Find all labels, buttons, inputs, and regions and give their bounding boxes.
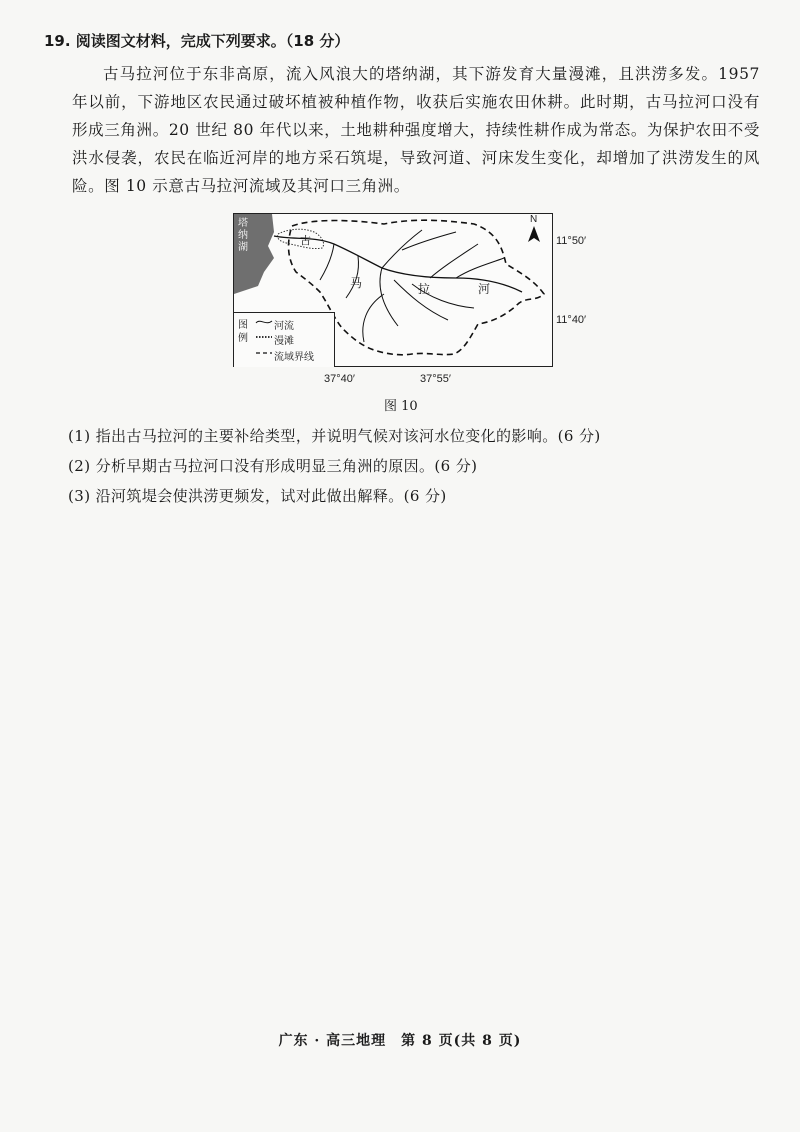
river-label-char: 马 <box>350 276 363 290</box>
tributary <box>382 230 422 268</box>
lon-label: 37°40′ <box>324 373 355 385</box>
legend-item-floodplain: 漫滩 <box>274 336 294 347</box>
map-legend <box>234 312 335 367</box>
page-footer: 广东 · 高三地理 第 8 页(共 8 页) <box>278 1033 522 1049</box>
north-label: N <box>530 214 538 225</box>
sub-question-2: (2) 分析早期古马拉河口没有形成明显三角洲的原因。(6 分) <box>68 457 478 475</box>
tributary <box>456 258 504 278</box>
river-label-char: 拉 <box>418 282 431 296</box>
river-basin-map <box>233 213 553 367</box>
tributary <box>430 244 478 278</box>
question-title: 19. 阅读图文材料，完成下列要求。（18 分） <box>44 32 350 50</box>
river-label-char: 河 <box>478 282 491 296</box>
river-label-char: 古 <box>300 235 311 247</box>
legend-item-river: 河流 <box>274 321 294 332</box>
lat-label: 11°50′ <box>556 235 587 247</box>
tributary <box>402 232 456 250</box>
legend-item-boundary: 流域界线 <box>274 352 314 363</box>
legend-title: 图例 <box>238 320 248 344</box>
lake-label: 塔纳湖 <box>238 218 248 253</box>
tributary <box>320 244 334 280</box>
lat-label: 11°40′ <box>556 314 587 326</box>
figure-caption: 图 10 <box>384 399 418 414</box>
tributary <box>380 268 398 326</box>
material-paragraph: 古马拉河位于东非高原，流入风浪大的塔纳湖，其下游发育大量漫滩，且洪涝多发。1957 年以前，下游地区农民通过破坏植被种植作物，收获后实施农田休耕。此时期，古马拉河口没有形成三角洲。20 世纪 80 年代以来，土地耕种强度增大，持续性耕作成为常态。为保护农田不受洪水侵袭，农民在临近河岸的地方采石筑堤，导致河道、河床发生变化，却增加了洪涝发生的风险。图 10 示意古马拉河流域及其河口三角洲。 <box>72 65 760 195</box>
north-arrow-icon <box>528 226 540 242</box>
sub-question-3: (3) 沿河筑堤会使洪涝更频发，试对此做出解释。(6 分) <box>68 487 447 505</box>
sub-question-1: (1) 指出古马拉河的主要补给类型，并说明气候对该河水位变化的影响。(6 分) <box>68 427 601 445</box>
tributary <box>363 294 384 342</box>
lon-label: 37°55′ <box>420 373 451 385</box>
river-symbol-icon <box>256 321 272 323</box>
